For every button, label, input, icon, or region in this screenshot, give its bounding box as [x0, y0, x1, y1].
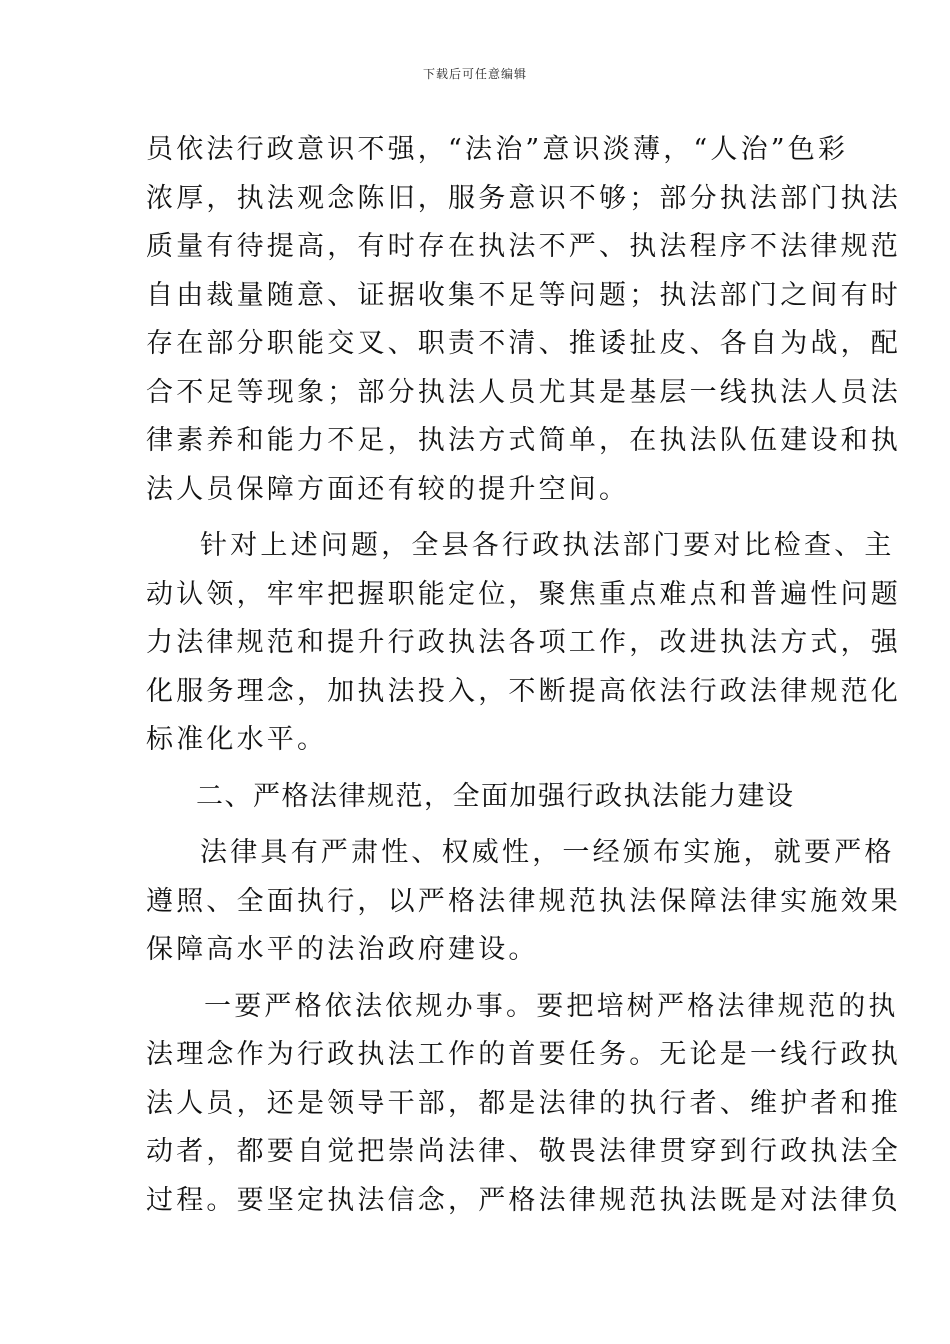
document-body	[146, 126, 901, 1225]
text-line: 标准化水平。	[146, 724, 328, 755]
paragraph	[146, 983, 901, 1226]
text-line: 法人员保障方面还有较的提升空间。	[146, 473, 630, 505]
text-line: 保障高水平的法治政府建设。	[146, 934, 539, 965]
paragraph	[146, 829, 901, 975]
text-line: 针对上述问题，全县各行政执法部门要对比检查、主	[200, 530, 895, 561]
section-heading	[146, 773, 816, 822]
heading-line: 二、严格法律规范，全面加强行政执法能力建设	[196, 780, 795, 812]
text-line: 律素养和能力不足，执法方式简单，在执法队伍建设和执	[146, 425, 901, 456]
text-line: 存在部分职能交叉、职责不清、推诿扯皮、各自为战，配	[146, 328, 901, 359]
page-header: 下载后可任意编辑	[422, 67, 527, 81]
text-line: 质量有待提高，有时存在执法不严、执法程序不法律规范	[146, 231, 901, 262]
text-line: 遵照、全面执行，以严格法律规范执法保障法律实施效果	[146, 885, 901, 917]
text-line: 员依法行政意识不强，“法治”意识淡薄，“人治”色彩	[146, 134, 849, 165]
paragraph	[146, 126, 901, 514]
text-line: 自由裁量随意、证据收集不足等问题；执法部门之间有时	[146, 279, 901, 311]
text-line: 力法律规范和提升行政执法各项工作，改进执法方式，强	[146, 627, 901, 658]
text-line: 浓厚，执法观念陈旧，服务意识不够；部分执法部门执法	[146, 182, 901, 214]
paragraph	[146, 522, 901, 765]
text-line: 动者，都要自觉把崇尚法律、敬畏法律贯穿到行政执法全	[146, 1136, 901, 1167]
text-line: 一要严格依法依规办事。要把培树严格法律规范的执	[204, 990, 899, 1022]
text-line: 法律具有严肃性、权威性，一经颁布实施，就要严格	[200, 837, 895, 868]
text-line: 动认领，牢牢把握职能定位，聚焦重点难点和普遍性问题	[146, 578, 901, 610]
text-line: 法人员，还是领导干部，都是法律的执行者、维护者和推	[146, 1087, 901, 1119]
text-line: 过程。要坚定执法信念，严格法律规范执法既是对法律负	[146, 1184, 901, 1216]
text-line: 法理念作为行政执法工作的首要任务。无论是一线行政执	[146, 1039, 901, 1070]
text-line: 合不足等现象；部分执法人员尤其是基层一线执法人员法	[146, 376, 901, 408]
text-line: 化服务理念，加执法投入，不断提高依法行政法律规范化	[146, 675, 901, 707]
